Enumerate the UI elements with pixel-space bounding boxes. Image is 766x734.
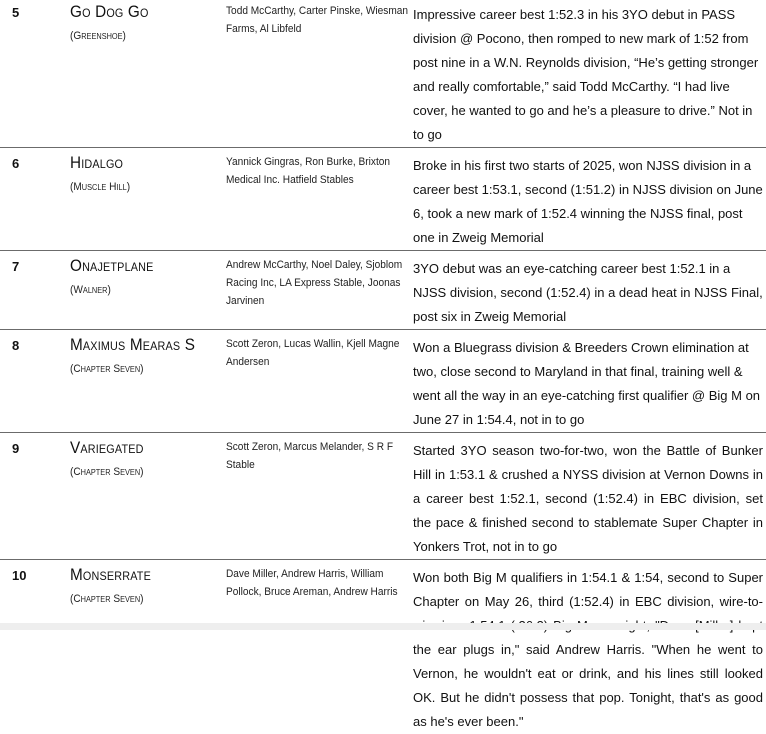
horse-name: Go Dog Go bbox=[70, 2, 210, 22]
connections-cell bbox=[226, 560, 413, 734]
horse-name: Variegated bbox=[70, 438, 210, 458]
horse-cell bbox=[70, 560, 226, 734]
horse-name: Maximus Mearas S bbox=[70, 335, 210, 355]
connections: Yannick Gingras, Ron Burke, Brixton Medical Inc. Hatfield Stables bbox=[226, 153, 410, 189]
post-number: 7 bbox=[0, 251, 70, 330]
note-cell bbox=[413, 251, 766, 330]
connections-cell bbox=[226, 0, 413, 148]
table-row bbox=[0, 560, 766, 734]
note-cell bbox=[413, 560, 766, 734]
horse-cell bbox=[70, 251, 226, 330]
connections: Andrew McCarthy, Noel Daley, Sjoblom Racing Inc, LA Express Stable, Joonas Jarvinen bbox=[226, 256, 410, 310]
connections: Todd McCarthy, Carter Pinske, Wiesman Farms, Al Libfeld bbox=[226, 2, 410, 38]
note-cell bbox=[413, 433, 766, 560]
connections-cell bbox=[226, 148, 413, 251]
horse-name: Hidalgo bbox=[70, 153, 210, 173]
table-row bbox=[0, 251, 766, 330]
horse-cell bbox=[70, 330, 226, 433]
horse-cell bbox=[70, 433, 226, 560]
note-cell bbox=[413, 148, 766, 251]
sire-name: (Chapter Seven) bbox=[70, 466, 214, 478]
horse-name: Onajetplane bbox=[70, 256, 210, 276]
sire-name: (Chapter Seven) bbox=[70, 363, 214, 375]
post-number: 9 bbox=[0, 433, 70, 560]
connections-cell bbox=[226, 433, 413, 560]
bottom-scroll-band bbox=[0, 623, 766, 630]
horse-cell bbox=[70, 0, 226, 148]
connections: Scott Zeron, Lucas Wallin, Kjell Magne Andersen bbox=[226, 335, 410, 371]
post-number: 6 bbox=[0, 148, 70, 251]
table-row bbox=[0, 433, 766, 560]
note-cell bbox=[413, 0, 766, 148]
horse-cell bbox=[70, 148, 226, 251]
connections-cell bbox=[226, 330, 413, 433]
race-note: Won both Big M qualifiers in 1:54.1 & 1:54, second to Super Chapter on May 26, third (1:52.4) in EBC division, wire-to- the ear plugs in," said Andrew Harris. "When he went to Vernon, he wouldn't eat or drink, and his lines still looked OK. But he didn't possess that pop. Tonight, that's as good as he's ever been." bbox=[413, 566, 763, 734]
race-note: Won a Bluegrass division & Breeders Crown elimination at two, close second to Maryland in that final, training well & went all the way in an eye-catching first qualifier @ Big M on June 27 in 1:54.4, not in to go bbox=[413, 336, 763, 432]
race-note: Impressive career best 1:52.3 in his 3YO debut in PASS division @ Pocono, then romped to new mark of 1:52 from post nine in a W.N. Reynolds division, “He’s getting stronger and really comfortable,” said Todd McCarthy. “I had live cover, he wanted to go and he’s a pleasure to drive.” Not in to go bbox=[413, 3, 763, 147]
race-note: Started 3YO season two-for-two, won the Battle of Bunker Hill in 1:53.1 & crushed a NYSS division at Vernon Downs in a career best 1:52.1, second (1:52.4) in EBC division, set the pace & finished second to stablemate Super Chapter in Yonkers Trot, not in to go bbox=[413, 439, 763, 559]
sire-name: (Greenshoe) bbox=[70, 30, 214, 42]
post-number: 10 bbox=[0, 560, 70, 734]
horse-name: Monserrate bbox=[70, 565, 210, 585]
sire-name: (Muscle Hill) bbox=[70, 181, 214, 193]
race-note: Broke in his first two starts of 2025, won NJSS division in a career best 1:53.1, second (1:51.2) in NJSS division on June 6, took a new mark of 1:52.4 winning the NJSS final, post one in Zweig Memorial bbox=[413, 154, 763, 250]
sire-name: (Chapter Seven) bbox=[70, 593, 214, 605]
table-row bbox=[0, 330, 766, 433]
connections: Scott Zeron, Marcus Melander, S R F Stable bbox=[226, 438, 410, 474]
sire-name: (Walner) bbox=[70, 284, 214, 296]
connections: Dave Miller, Andrew Harris, William Pollock, Bruce Areman, Andrew Harris bbox=[226, 565, 410, 601]
table-row bbox=[0, 0, 766, 148]
post-number: 8 bbox=[0, 330, 70, 433]
connections-cell bbox=[226, 251, 413, 330]
race-note: 3YO debut was an eye-catching career best 1:52.1 in a NJSS division, second (1:52.4) in a dead heat in NJSS Final, post six in Zweig Memorial bbox=[413, 257, 763, 329]
post-number: 5 bbox=[0, 0, 70, 148]
table-row bbox=[0, 148, 766, 251]
note-cell bbox=[413, 330, 766, 433]
